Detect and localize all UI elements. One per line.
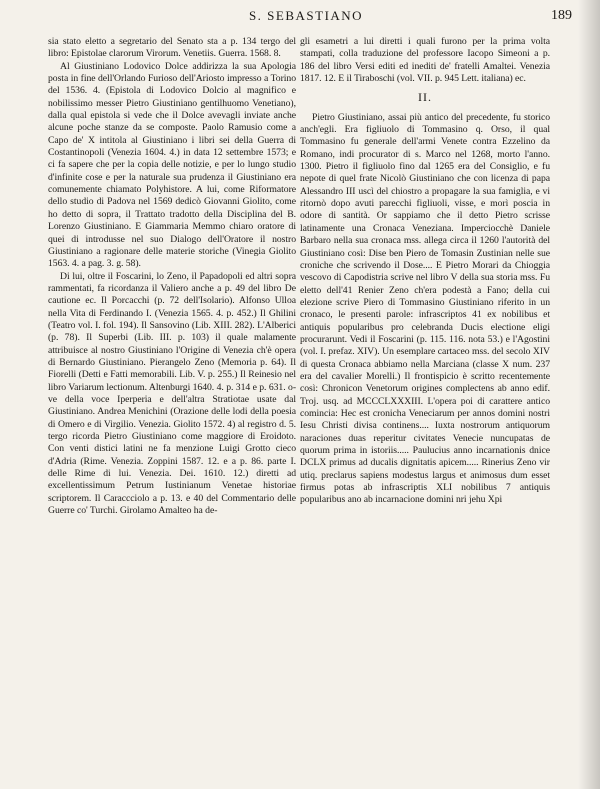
paragraph: Di lui, oltre il Foscarini, lo Zeno, il Papadopoli ed altri sopra rammentati, fa ricordanza il Valiero anche a p. 49 del libro De cautione ec. Il Porcacchi (p. 72 dell'Isolario). Alfonso Ulloa nella Vita di Ferdinando I. (Venezia 1565. 4. p. 452.) Il Ghilini (Teatro vol. I. fol. 194). Il Sansovino (Lib. XIII. 282). L'Alberici (p. 78). Il Superbi (Lib. III. p. 103) il quale malamente attribuisce al nostro Giustiniano l'Origine di Venezia ch'è opera di Bernardo Giustiniano. Pierangelo Zeno (Memoria p. 64). Il Fiorelli (Detti e Fatti memorabili. Lib. V. p. 255.) Il Reinesio nel libro Variarum lectionum. Altenburgi 1640. 4. p. 314 e p. 631. o- ve della voce Iperperia e dell'altra Stratiotae usate dal Giustiniano. Andrea Menichini (Orazione delle lodi della poesia di Omero e di Virgilio. Venezia. Giolito 1572. 4) al registro d. 5. tergo ricorda Pietro Giustiniano come maggiore di Eroidoto. Con venti distici latini ne fa menzione Luigi Grotto cieco d'Adria (Rime. Venezia. Zoppini 1587. 12. e a p. 86. parte I. delle Rime di lui. Venezia. Dei. 1610. 12.) diretti ad excellentissimum Petrum Iustinianum Venetae historiae scriptorem. Il Caraccciolo a p. 13. e 40 del Commentario delle Guerre co' Turchi. Girolamo Amalteo ha de- bbox=[48, 270, 296, 517]
paragraph: Pietro Giustiniano, assai più antico del precedente, fu storico anch'egli. Era figliuolo di Tommasino q. Orso, il qual Tommasino fu generale dell'armi Venete contra Ezzelino da Romano, indi procurator di s. Marco nel 1268, morto l'anno. 1300. Pietro il figliuolo fino dal 1265 era del Consiglio, e fu nepote di quel frate Nicolò Giustiniano che con licenza di papa Alessandro III uscì del chiostro a propagare la sua famiglia, e vi ritornò dopo avuti parecchi figliuoli, visse, e morì poscia in odore di santità. Or sappiamo che il detto Pietro scrisse latinamente una Cronaca Veneziana. Imperciocchè Daniele Barbaro nella sua cronaca mss. allega circa il 1260 l'autorità del Giustiniano così: Dise ben Piero de Tomasin Zustinian nelle sue croniche che scrivendo il Dose.... E Pietro Morari da Chioggia vescovo di Capodistria scrive nel libro V della sua storia mss. Fu eletto dell'41 Renier Zeno ch'era podestà a Fano; della cui elezione scrive Piero di Tommasino Giustiniano riferito in un cronaco, le presenti parole: infrascriptos 41 ex nobilibus et antiquis popularibus pro celebranda Ducis electione eligi procurarunt. Vedi il Foscarini (p. 115. 116. nota 53.) e l'Agostini (vol. I. prefaz. XIV). Un esemplare cartaceo mss. del secolo XIV di questa Cronaca abbiamo nella Marciana (classe X num. 237 era del cavalier Morelli.) Il frontispicio è scritto recentemente così: Chronicon Venetorum origines complectens ab anno edif. Troj. usq. ad MCCCLXXXIII. L'opera poi di carattere antico comincia: Hec est cronicha Veneciarum per annos domini nostri Iesu Christi divisa continens.... Iuxta nostrorum antiquorum naraciones duas reperitur civitates Venecie nuncupatas de quorum prima in istoriis..... Paulucius anno incarnationis dnice DCLX primus ad ducalis dignitatis apicem..... Rinerius Zeno vir utiq. preclarus sapiens modestus largus et animosus dum esset firmus potas ab infrascriptis XLI nobilibus 7 antiquis popularibus ano ab incarnacione domini nri jehu Xpi bbox=[300, 111, 550, 506]
right-column bbox=[300, 36, 550, 507]
page-header bbox=[40, 8, 572, 30]
paragraph: Al Giustiniano Lodovico Dolce addirizza la sua Apologia posta in fine dell'Orlando Furioso dell'Ariosto impresso a Torino del 1536. 4. (Epistola di Lodovico Dolcio al magnifico e nobilissimo messer Pietro Giustiniano gentilhuomo Venetiano), dalla qual epistola si vede che il Dolce avevagli inviate anche alcune poche stanze da se composte. Paolo Ramusio come a Capo de' X intitola al Giustiniano i libri sei della Guerra di Costantinopoli (Venezia 1604. 4.) in data 12 settembre 1573; e ci fa sapere che per la copia delle notizie, e per lo lungo studio d'infinite cose e per la naturale sua prudenza il Giustiniano era comunemente chiamato Polyhistore. A lui, come Riformatore dello studio di Padova nel 1569 dedicò Giovanni Giolito, come ho detto di sopra, il Trattato tradotto della Disciplina del B. Lorenzo Giustiniano. E Giammaria Memmo chiaro oratore di quei di introdusse nel suo Dialogo dell'Oratore il nostro Giustiniano a ragionare delle materie storiche (Vinegia Giolito 1563. 4. a pag. 3. g. 58). bbox=[48, 60, 296, 270]
paragraph-continued: gli esametri a lui diretti i quali furono per la prima volta stampati, colla traduzione del professore Iacopo Simeoni a p. 186 del libro Versi editi ed inediti de' fratelli Amaltei. Venezia 1817. 12. E il Tiraboschi (vol. VII. p. 945 Lett. italiana) ec. bbox=[300, 36, 550, 85]
left-column bbox=[48, 36, 296, 517]
paragraph: sia stato eletto a segretario del Senato sta a p. 134 tergo del libro: Epistolae clarorum Virorum. Venetiis. Guerra. 1568. 8. bbox=[48, 36, 296, 60]
binding-shadow bbox=[578, 0, 600, 789]
running-head: S. SEBASTIANO bbox=[248, 8, 364, 23]
section-heading: II. bbox=[418, 90, 432, 105]
page-number: 189 bbox=[551, 8, 572, 23]
